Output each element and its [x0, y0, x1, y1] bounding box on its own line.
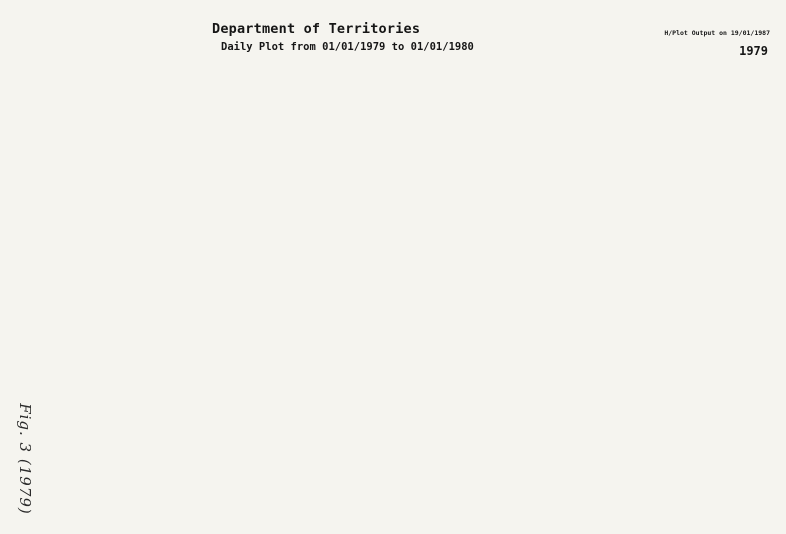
output-note: H/Plot Output on 19/01/1987 [664, 29, 770, 37]
plot-subtitle: Daily Plot from 01/01/1979 to 01/01/1980 [221, 41, 474, 53]
page-title: Department of Territories [212, 21, 421, 37]
figure-caption: Fig. 3 (1979) [16, 403, 34, 515]
year-label: 1979 [739, 44, 768, 58]
